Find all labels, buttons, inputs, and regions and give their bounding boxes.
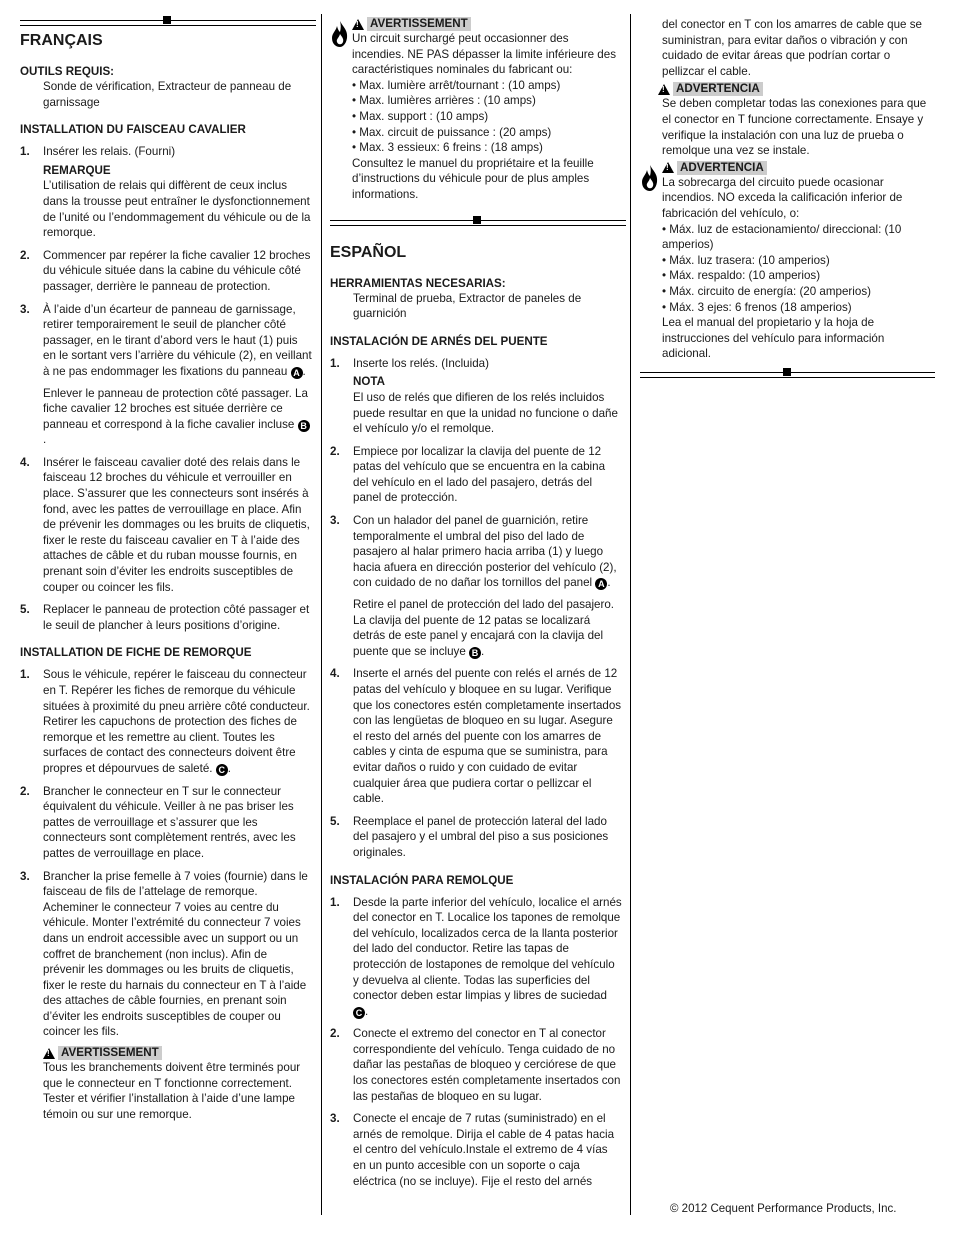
fire-icon [330,19,350,49]
warning-triangle-icon: ! [43,1048,55,1059]
spanish-title: ESPAÑOL [330,243,407,261]
fire-icon [640,163,660,193]
list-item: 3. À l’aide d’un écarteur de panneau de garnissage, retirer temporairement le seuil de plancher côté passager, en le tirant d’abord vers le haut (1) puis en le sortant vers l’arrière du véhicule (2), en veillant à ne pas endommager les fixations du panneau A . Enlever le panneau de protection côté passager. La fiche cavalier 12 broches est située derrière ce panneau et correspond à la fiche cavalier incluse B. [20,302,312,447]
step-text: Insérer les relais. (Fourni) [43,145,176,159]
step-text: Sous le véhicule, repérer le faisceau du connecteur en T. Repérer les fiches de remorque du véhicule situées à proximité du pneu arrière côté conducteur. Retirer les capuchons de protection des fiches de remorque et les remettre au client. Toutes les surfaces de contact des connecteurs doivent être propres et dépourvues de saleté. [43,668,310,775]
tools-text: Sonde de vérification, Extracteur de panneau de garnissage [43,80,292,109]
list-item: 5. Replacer le panneau de protection côté passager et le seuil de plancher à leurs positions d’origine. [20,602,312,633]
end-rule [640,372,935,378]
callout-b-icon: B [469,647,481,659]
callout-a-icon: A [291,367,303,379]
step-text: Empiece por localizar la clavija del puente de 12 patas del vehículo que se encuentra en la cabina del vehículo en el lado del pasajero, detrás del panel de protección. [353,444,606,505]
section-heading-harness: INSTALACIÓN DE ARNÉS DEL PUENTE [330,334,548,348]
list-item: 1. Sous le véhicule, repérer le faisceau du connecteur en T. Repérer les fiches de remorque du véhicule situées à proximité du pneu arrière côté conducteur. Retirer les capuchons de protection des fiches de remorque et les remettre au client. Toutes les surfaces de contact des connecteurs doivent être propres et dépourvues de saleté. C . [20,668,310,775]
step-text: Enlever le panneau de protection côté passager. La fiche cavalier 12 broches est située derrière ce panneau et correspond à la fiche cavalier incluse [43,386,308,431]
list-item: 2. Empiece por localizar la clavija del puente de 12 patas del vehículo que se encuentra en la cabina del vehículo en el lado del pasajero, detrás del panel de protección. [330,444,622,506]
warning-text: Lea el manual del propietario y la hoja de instrucciones del vehículo para información adicional. [662,316,885,361]
section-heading-trailer: INSTALLATION DE FICHE DE REMORQUE [20,646,252,660]
section-heading-harness: INSTALLATION DU FAISCEAU CAVALIER [20,123,246,137]
french-title: FRANÇAIS [20,32,103,49]
callout-b-icon: B [298,420,310,432]
fire-warning-box [640,161,932,362]
warning-list-item: • Max. lumières arrières : (10 amps) [352,94,536,108]
column-divider-2 [630,14,631,1215]
warning-triangle-icon: ! [658,84,670,95]
list-item: 5. Reemplace el panel de protección lateral del lado del pasajero y el umbral del piso a sus posiciones originales. [330,814,622,861]
list-item: 4. Inserte el arnés del puente con relés el arnés de 12 patas del vehículo y bloquee en su lugar. Verifique que los conectores estén completamente insertados con las lengüetas de bloqueo en su lugar. Asegure el resto del arnés del puente con los amarres de cables y cinta de espuma que se suministra, para evitar daños o ruido y con cuidado de evitar cualquier área que pudiera cortar o pellizcar el cable. [330,667,622,806]
step-text: Retire el panel de protección del lado del pasajero. La clavija del puente de 12 patas se localizará detrás de este panel y encajará con la clavija del puente que se incluye [353,598,615,658]
copyright-notice: © 2012 Cequent Performance Products, Inc. [670,1203,897,1215]
warning-label: AVERTISSEMENT [367,17,471,31]
note-text: L’utilisation de relais qui diffèrent de ceux inclus dans la trousse peut entraîner le dysfonctionnement de l’unité ou l’endommagement du véhicule ou de la remorque. [43,179,311,240]
french-column [20,31,312,1122]
warning-text: Se deben completar todas las conexiones para que el conector en T funcione correctamente. Ensaye y verifique la instalación con una luz de prueba o remolque una vez se instale. [662,97,927,158]
step-text: Brancher la prise femelle à 7 voies (fournie) dans le faisceau de fils de l’attelage de remorque. Acheminer le connecteur 7 voies au centre du véhicule. Monter l’extrémité du connecteur 7 voies dans un endroit accessible avec un support ou un coffret de branchement (non inclus). Afin de prévenir les dommages ou les bruits de cliquetis, fixer le reste du harnais du connecteur en T à l’aide des attaches de câble fournies, en prenant soin d’éviter les endroits susceptibles de couper ou coincer les fils. [43,869,308,1039]
warning-list-item: • Máx. respaldo: (10 amperios) [662,269,821,283]
warning-list-item: • Max. 3 essieux: 6 freins : (18 amps) [352,141,543,155]
step-text: À l’aide d’un écarteur de panneau de garnissage, retirer temporairement le seuil de plancher côté passager, en le tirant d’abord vers le haut (1) puis en le sortant vers l’arrière du véhicule (2), en veillant à ne pas endommager les fixations du panneau [43,302,312,378]
step-text: Conecte el extremo del conector en T al conector correspondiente del vehículo. Tenga cuidado de no dañar las pestañas de bloqueo y cerciórese de que los conectores estén completamente insertados con las pestañas de bloqueo en su lugar. [353,1027,621,1103]
warning-list-item: • Máx. luz de estacionamiento/ direccional: (10 amperios) [662,222,902,252]
right-column [640,17,932,362]
section-heading-trailer: INSTALACIÓN PARA REMOLQUE [330,873,514,887]
step-text: Inserte los relés. (Incluida) [353,356,489,370]
warning-text: Tous les branchements doivent être terminés pour que le connecteur en T fonctionne correctement. Tester et vérifier l’installation à l’aide d’une lampe témoin ou sur une remorque. [43,1061,301,1121]
top-rule-1 [20,20,316,26]
note-heading: REMARQUE [43,163,111,177]
warning-label: ADVERTENCIA [673,82,763,96]
tools-heading: HERRAMIENTAS NECESARIAS: [330,276,506,290]
middle-column [330,17,622,1189]
step-text: Conecte el encaje de 7 rutas (suministrado) en el arnés de remolque. Dirija el cable de 4 patas hacia el centro del vehículo.Instale el extremo de 4 vías en un punto accesible con un soporte o caja eléctrica (no se incluye). Fije el resto del arnés [353,1112,615,1188]
fire-warning-box [330,17,622,203]
callout-a-icon: A [595,578,607,590]
warning-list-item: • Máx. luz trasera: (10 amperios) [662,253,830,267]
step-text: Replacer le panneau de protection côté passager et le seuil de plancher à leurs positions d’origine. [43,603,310,632]
warning-list-item: • Max. lumière arrêt/tournant : (10 amps) [352,78,561,92]
warning-triangle-icon: ! [662,162,674,173]
warning-text: Un circuit surchargé peut occasionner des incendies. NE PAS dépasser la limite inférieure des caractéristiques nominales du fabricant ou: [352,32,616,77]
note-text: El uso de relés que difieren de los relés incluidos puede resultar en que la unidad no funcione o dañe el vehículo y/o el remolque. [353,390,618,436]
list-item: 3. Brancher la prise femelle à 7 voies (fournie) dans le faisceau de fils de l’attelage de remorque. Acheminer le connecteur 7 voies au centre du véhicule. Monter l’extrémité du connecteur 7 voies dans un endroit accessible avec un support ou un coffret de branchement (non inclus). Afin de prévenir les dommages ou les bruits de cliquetis, fixer le reste du harnais du connecteur en T à l’aide des attaches de câble fournies, en prenant soin d’éviter les endroits susceptibles de couper ou coincer les fils. [20,869,312,1041]
step-text: Desde la parte inferior del vehículo, localice el arnés del conector en T. Localice los tapones de remolque del vehículo, localizados cerca de la llanta posterior del lado del conductor. Retire las tapas de protección de lostapones de remolque del vehículo y devuelva al cliente. Todas las superficies del conector deben estar limpias y libres de suciedad [353,895,622,1003]
list-item: 3. Con un halador del panel de guarnición, retire temporalmente el umbral del piso del lado de pasajero al halar primero hacia arriba (1) y luego hacia afuera en dirección posterior del vehículo (2), con cuidado de no dañar los tornillos del panel A . Retire el panel de protección del lado del pasajero. La clavija del puente de 12 patas se localizará detrás de este panel y encajará con la clavija del puente que se incluye B . [330,514,617,658]
list-item: 4. Insérer le faisceau cavalier doté des relais dans le faisceau 12 broches du véhicule et verrouiller en place. S’assurer que les connecteurs sont insérés à fond, avec les pattes de verrouillage en place. Afin de prévenir les dommages ou les bruits de cliquetis, fixer le reste du faisceau cavalier en T à l’aide des attaches de câble et du ruban mousse fournis, en prenant soin d’éviter les endroits susceptibles de couper ou coincer les fils. [20,455,312,595]
callout-c-icon: C [216,764,228,776]
step-text: Brancher le connecteur en T sur le connecteur équivalent du véhicule. Veiller à ne pas briser les pattes de verrouillage et s’assurer que les connecteurs sont complètement rentrés, avec les pattes de verrouillage en place. [43,784,296,860]
step-text: Reemplace el panel de protección lateral del lado del pasajero y el umbral del piso a sus posiciones originales. [353,814,609,859]
warning-text: Consultez le manuel du propriétaire et la feuille d’instructions du véhicule pour de plus amples informations. [352,156,594,201]
warning-list-item: • Max. support : (10 amps) [352,109,489,123]
list-item: 2. Conecte el extremo del conector en T al conector correspondiente del vehículo. Tenga cuidado de no dañar las pestañas de bloqueo y cerciórese de que los conectores estén completamente insertados con las pestañas de bloqueo en su lugar. [330,1027,621,1103]
step-text: Con un halador del panel de guarnición, retire temporalmente el umbral del piso del lado de pasajero al halar primero hacia arriba (1) y luego hacia afuera en dirección posterior del vehículo (2), con cuidado de no dañar los tornillos del panel [353,514,617,590]
list-item: 2. Brancher le connecteur en T sur le connecteur équivalent du véhicule. Veiller à ne pas briser les pattes de verrouillage et s’assurer que les connecteurs sont complètement rentrés, avec les pattes de verrouillage en place. [20,784,312,862]
tools-heading: OUTILS REQUIS: [20,65,115,78]
callout-c-icon: C [353,1007,365,1019]
warning-box [640,82,932,158]
step-text-continued: del conector en T con los amarres de cable que se suministran, para evitar daños o vibración y con cuidado de evitar áreas que podrían cortar o pellizcar el cable. [662,18,922,78]
step-text: Commencer par repérer la fiche cavalier 12 broches du véhicule située dans la cabine du véhicule côté passager, derrière le panneau de protection. [43,248,311,293]
warning-list-item: • Máx. circuito de energía: (20 amperios) [662,284,871,298]
list-item: 1. Inserte los relés. (Incluida) NOTA El uso de relés que difieren de los relés incluidos puede resultar en que la unidad no funcione o dañe el vehículo y/o el remolque. [330,356,622,437]
column-divider-1 [321,14,322,1215]
warning-text: La sobrecarga del circuito puede ocasionar incendios. NO exceda la calificación inferior de fabricación del vehículo, o: [662,175,903,220]
warning-list-item: • Máx. 3 ejes: 6 frenos (18 amperios) [662,300,852,314]
step-text: Inserte el arnés del puente con relés el arnés de 12 patas del vehículo y bloquee en su lugar. Verifique que los conectores estén completamente insertados con las lengüetas de bloqueo en su lugar. Asegure el resto del arnés del puente con los amarres de cables y cinta de espuma que se suministra, para evitar daños o ruido y con cuidado de evitar cualquier área que pudiera cortar o pellizcar el cable. [353,667,622,806]
list-item: 2. Commencer par repérer la fiche cavalier 12 broches du véhicule située dans la cabine du véhicule côté passager, derrière le panneau de protection. [20,248,311,293]
step-text: Insérer le faisceau cavalier doté des relais dans le faisceau 12 broches du véhicule et verrouiller en place. S’assurer que les connecteurs sont insérés à fond, avec les pattes de verrouillage en place. Afin de prévenir les dommages ou les bruits de cliquetis, fixer le reste du faisceau cavalier en T à l’aide des attaches de câble et du ruban mousse fournis, en prenant soin d’éviter les endroits susceptibles de couper ou coincer les fils. [43,455,310,594]
tools-text: Terminal de prueba, Extractor de paneles de guarnición [353,291,582,321]
warning-triangle-icon: ! [352,19,364,30]
list-item: 1. Desde la parte inferior del vehículo, localice el arnés del conector en T. Localice los tapones de remolque del vehículo, localizados cerca de la llanta posterior del lado del conductor. Retire las tapas de protección de lostapones de remolque del vehículo y devuelva al cliente. Todas las superficies del conector deben estar limpias y libres de suciedad C . [330,895,622,1018]
warning-label: ADVERTENCIA [677,161,767,175]
note-heading: NOTA [353,375,385,389]
list-item: 3. Conecte el encaje de 7 rutas (suministrado) en el arnés de remolque. Dirija el cable de 4 patas hacia el centro del vehículo.Instale el extremo de 4 vías en un punto accesible con un soporte o caja eléctrica (no se incluye). Fije el resto del arnés [330,1111,622,1189]
warning-box [43,1046,312,1122]
warning-label: AVERTISSEMENT [58,1046,162,1060]
list-item: 1. Insérer les relais. (Fourni) REMARQUE L’utilisation de relais qui diffèrent de ceux inclus dans la trousse peut entraîner le dysfonctionnement de l’unité ou l’endommagement du véhicule ou de la remorque. [20,145,311,240]
warning-list-item: • Max. circuit de puissance : (20 amps) [352,125,552,139]
